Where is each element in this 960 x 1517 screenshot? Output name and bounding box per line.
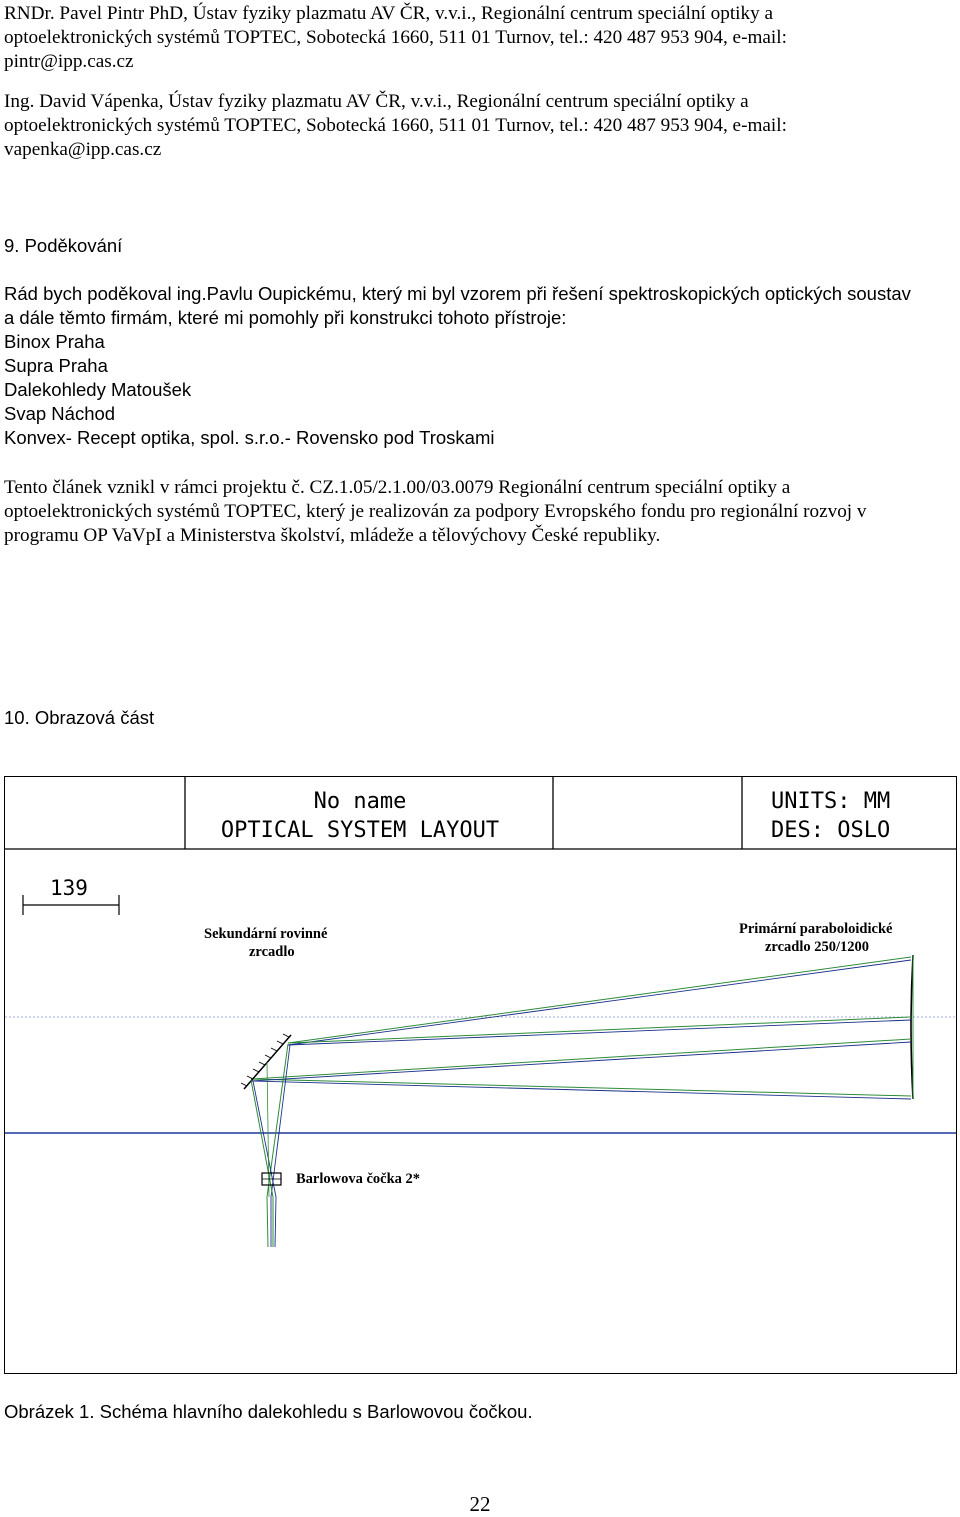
company-item: Svap Náchod	[4, 403, 116, 424]
label-barlow-lens: Barlowova čočka 2*	[296, 1171, 421, 1187]
figure-units: UNITS: MM	[771, 789, 891, 814]
author-1-line-2: optoelektronických systémů TOPTEC, Sobotecká 1660, 511 01 Turnov, tel.: 420 487 953 904, e-mail:	[4, 27, 787, 48]
section-10-heading: 10. Obrazová část	[4, 707, 155, 728]
project-line-2: optoelektronických systémů TOPTEC, který je realizován za podpory Evropského fondu pro regionální rozvoj v	[4, 501, 867, 522]
author-block-2	[4, 90, 956, 162]
label-secondary-mirror-1: Sekundární rovinné	[204, 926, 328, 942]
thanks-paragraph	[4, 282, 956, 450]
author-2-email[interactable]: vapenka@ipp.cas.cz	[4, 139, 162, 160]
figure-caption: Obrázek 1. Schéma hlavního dalekohledu s Barlowovou čočkou.	[4, 1401, 533, 1422]
company-item: Dalekohledy Matoušek	[4, 379, 192, 400]
figure-title-line-2: OPTICAL SYSTEM LAYOUT	[220, 818, 500, 843]
author-2-line-2: optoelektronických systémů TOPTEC, Sobotecká 1660, 511 01 Turnov, tel.: 420 487 953 904, e-mail:	[4, 115, 787, 136]
secondary-mirror	[241, 1034, 291, 1089]
optical-layout-svg	[5, 777, 956, 1373]
author-1-line-1: RNDr. Pavel Pintr PhD, Ústav fyziky plazmatu AV ČR, v.v.i., Regionální centrum speciální optiky a	[4, 3, 774, 24]
optical-layout-figure	[4, 776, 957, 1374]
company-item: Konvex- Recept optika, spol. s.r.o.- Rovensko pod Troskami	[4, 427, 495, 448]
ray-bundle-upper	[288, 957, 911, 1045]
scale-value: 139	[50, 876, 88, 900]
figure-designer: DES: OSLO	[771, 818, 891, 843]
label-primary-mirror-1: Primární paraboloidické	[739, 921, 893, 937]
label-primary-mirror-2: zrcadlo 250/1200	[765, 939, 870, 955]
author-block-1	[4, 2, 956, 74]
project-line-3: programu OP VaVpI a Ministerstva školství, mládeže a tělovýchovy České republiky.	[4, 525, 661, 546]
author-2-line-1: Ing. David Vápenka, Ústav fyziky plazmatu AV ČR, v.v.i., Regionální centrum speciální optiky a	[4, 91, 749, 112]
project-paragraph	[4, 476, 956, 548]
label-secondary-mirror-2: zrcadlo	[249, 944, 295, 960]
company-item: Supra Praha	[4, 355, 108, 376]
figure-title-line-1: No name	[313, 789, 407, 814]
company-item: Binox Praha	[4, 331, 105, 352]
page-number: 22	[469, 1492, 491, 1516]
section-9-heading: 9. Poděkování	[4, 235, 123, 256]
project-line-1: Tento článek vznikl v rámci projektu č. CZ.1.05/2.1.00/03.0079 Regionální centrum speciální optiky a	[4, 477, 791, 498]
ray-bundle-lower	[251, 1039, 911, 1099]
author-1-email[interactable]: pintr@ipp.cas.cz	[4, 51, 134, 72]
thanks-line-1: Rád bych poděkoval ing.Pavlu Oupickému, který mi byl vzorem při řešení spektroskopických optických soustav	[4, 283, 911, 304]
thanks-line-2: a dále těmto firmám, které mi pomohly při konstrukci tohoto přístroje:	[4, 307, 567, 328]
